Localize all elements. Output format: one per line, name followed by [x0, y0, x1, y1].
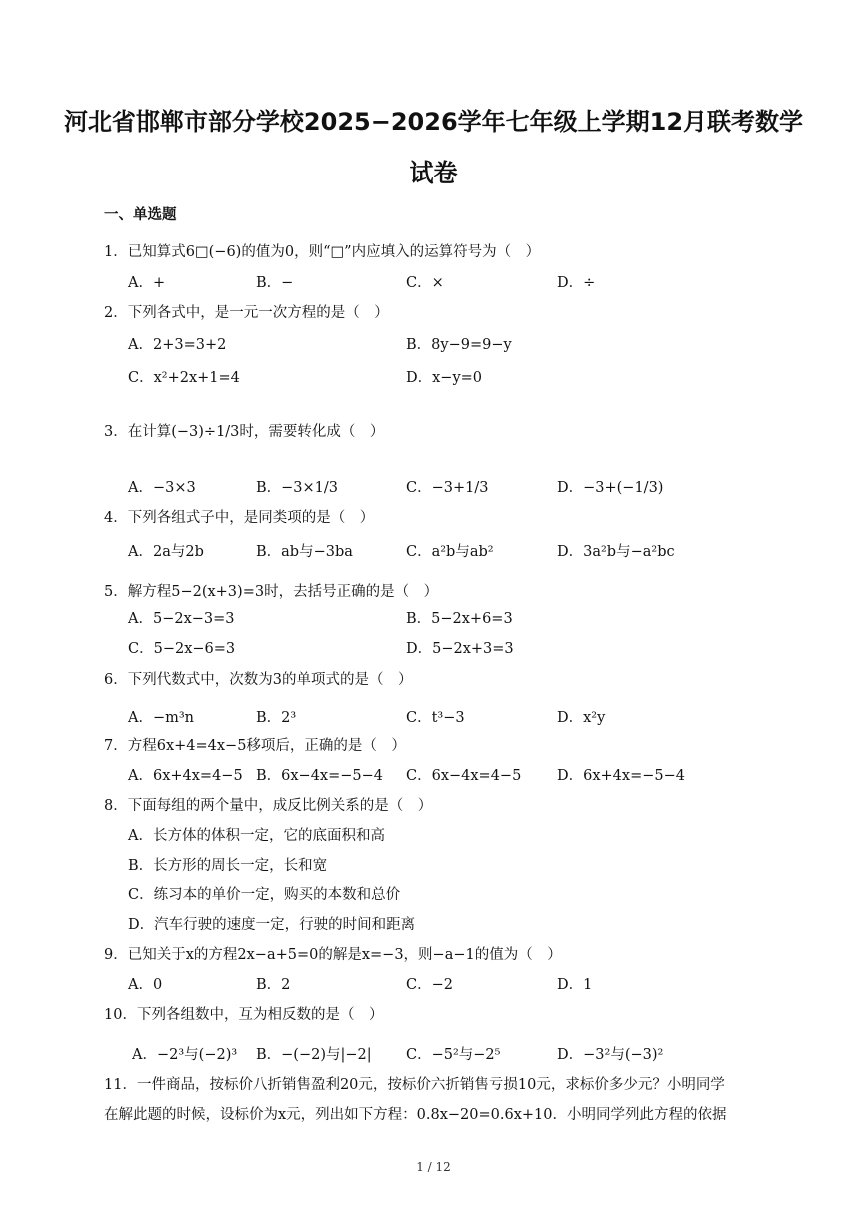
q6-option-d: D．x²y	[557, 710, 606, 726]
question-5-stem: 5．解方程5−2(x+3)=3时，去括号正确的是（ ）	[104, 584, 439, 600]
q1-option-d: D．÷	[557, 275, 596, 291]
q2-option-c: C．x²+2x+1=4	[128, 370, 240, 386]
q9-option-c: C．−2	[406, 977, 453, 993]
q2-option-d: D．x−y=0	[406, 370, 483, 386]
q7-option-c: C．6x−4x=4−5	[406, 768, 522, 784]
question-8-stem: 8．下面每组的两个量中，成反比例关系的是（ ）	[104, 798, 433, 814]
q8-option-d: D．汽车行驶的速度一定，行驶的时间和距离	[128, 917, 416, 933]
q2-option-a: A．2+3=3+2	[128, 337, 227, 353]
q7-option-a: A．6x+4x=4−5	[128, 768, 243, 784]
question-2-stem: 2．下列各式中，是一元一次方程的是（ ）	[104, 305, 389, 321]
q5-option-d: D．5−2x+3=3	[406, 641, 514, 657]
question-6-stem: 6．下列代数式中，次数为3的单项式的是（ ）	[104, 672, 413, 688]
question-9-stem: 9．已知关于x的方程2x−a+5=0的解是x=−3，则−a−1的值为（ ）	[104, 947, 562, 963]
q1-option-b: B．−	[256, 275, 294, 291]
q3-option-c: C．−3+1/3	[406, 480, 489, 496]
q5-option-b: B．5−2x+6=3	[406, 611, 513, 627]
q5-option-c: C．5−2x−6=3	[128, 641, 236, 657]
section-heading: 一、单选题	[104, 207, 177, 223]
q4-option-b: B．ab与−3ba	[256, 544, 353, 560]
q6-option-a: A．−m³n	[128, 710, 195, 726]
question-11-line1: 11．一件商品，按标价八折销售盈利20元，按标价六折销售亏损10元，求标价多少元？小明同学	[104, 1077, 725, 1093]
q10-option-a: A．−2³与(−2)³	[132, 1047, 238, 1063]
q8-option-b: B．长方形的周长一定，长和宽	[128, 858, 328, 874]
q5-option-a: A．5−2x−3=3	[128, 611, 235, 627]
q4-option-c: C．a²b与ab²	[406, 544, 494, 560]
q9-option-a: A．0	[128, 977, 163, 993]
q3-option-a: A．−3×3	[128, 480, 196, 496]
question-11-line2: 在解此题的时候，设标价为x元，列出如下方程：0.8x−20=0.6x+10．小明同学列此方程的依据	[104, 1107, 727, 1123]
q9-option-b: B．2	[256, 977, 291, 993]
q4-option-a: A．2a与2b	[128, 544, 204, 560]
q10-option-d: D．−3²与(−3)²	[557, 1047, 664, 1063]
q9-option-d: D．1	[557, 977, 593, 993]
q6-option-c: C．t³−3	[406, 710, 465, 726]
question-3-stem: 3．在计算(−3)÷1/3时，需要转化成（ ）	[104, 424, 385, 440]
q8-option-c: C．练习本的单价一定，购买的本数和总价	[128, 887, 401, 903]
question-4-stem: 4．下列各组式子中，是同类项的是（ ）	[104, 510, 375, 526]
question-1-stem: 1．已知算式6□(−6)的值为0，则“□”内应填入的运算符号为（ ）	[104, 244, 541, 260]
q2-option-b: B．8y−9=9−y	[406, 337, 512, 353]
q8-option-a: A．长方体的体积一定，它的底面积和高	[128, 828, 385, 844]
document-title-line2: 试卷	[409, 159, 458, 187]
document-title-line1: 河北省邯郸市部分学校2025−2026学年七年级上学期12月联考数学	[63, 108, 804, 136]
q10-option-b: B．−(−2)与|−2|	[256, 1047, 372, 1063]
q3-option-b: B．−3×1/3	[256, 480, 339, 496]
q4-option-d: D．3a²b与−a²bc	[557, 544, 675, 560]
q1-option-a: A．+	[128, 275, 166, 291]
page-number: 1 / 12	[416, 1160, 451, 1174]
q3-option-d: D．−3+(−1/3)	[557, 480, 664, 496]
question-7-stem: 7．方程6x+4=4x−5移项后，正确的是（ ）	[104, 738, 406, 754]
q6-option-b: B．2³	[256, 710, 297, 726]
q10-option-c: C．−5²与−2⁵	[406, 1047, 501, 1063]
q7-option-d: D．6x+4x=−5−4	[557, 768, 685, 784]
question-10-stem: 10．下列各组数中，互为相反数的是（ ）	[104, 1007, 384, 1023]
q1-option-c: C．×	[406, 275, 444, 291]
q7-option-b: B．6x−4x=−5−4	[256, 768, 384, 784]
